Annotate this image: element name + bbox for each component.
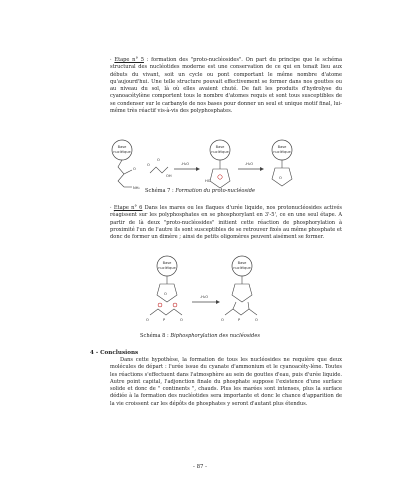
scheme-7-diagram — [0, 137, 400, 207]
page-number: - 87 - — [193, 464, 207, 470]
base-label: Base — [237, 261, 247, 265]
svg-text:O: O — [157, 158, 160, 162]
step-label-6: Etape n° 6 — [113, 205, 143, 211]
svg-text:O: O — [255, 318, 258, 322]
paragraph-etape-5: · Etape n° 5 : formation des "proto-nucléosides". On part du principe que le schéma structural des nucléotides moderne est une conservation de ce qui en tenait lieu aux débuts du vivant, soit un cycle ou pont comportant le même nombre d'atome qu'aujourd'hui. Une telle structure pouvait effectivement se former dans nos gouttes ou au niveau du sol, là où elles avaient chuté. De fait les produits d'hydrolyse du cyanoacétylène comportent tous le nombre d'atomes requis et sont tous susceptibles de se condenser sur le carbanyle de nos bases pour donner un seul et unique motif final, lui-même très réactif vis-à-vis des polyphosphates. — [110, 57, 342, 115]
base-label: Base — [215, 145, 225, 149]
caption-text: Biphosphorylation des nucléosides — [170, 333, 260, 339]
base-label: Base — [162, 261, 172, 265]
paragraph-text: Dans cette hypothèse, la formation de tous les nucléosides ne requière que deux molécules de départ : l'urée issue du cyanate d'ammonium et le cyanoacéty-lène. Toutes les réactions s'effectuent dans l'atmosphère au sein de gouttes d'eau, puis d'urée liquide. Autre point capital, l'adjonction finale du phosphate suppose l'existence d'une surface solide et donc de " continents ", chauds. Plus les marées sont intenses, plus la surface dédiée à la formation des nucléotides sera importante et donc le chance d'apparition de la vie croissent car les dépôts de phosphates y seront d'autant plus étendus. — [110, 357, 342, 407]
base-label: nucléique — [113, 150, 131, 154]
reagent-label: -H₂O — [199, 295, 209, 299]
paragraph-conclusions — [110, 357, 342, 408]
ring-molecule — [232, 284, 252, 302]
svg-text:O: O — [146, 318, 149, 322]
paragraph-text: Dans les mares ou les flaques d'urée liquide, nos protonucléosides activés réagissent sur les polyphosphates en se phosphorylant en 3'-5', ce en une seul étape. A partir de là deux "proto-nucléosides" initient cette réaction de phosphorylation à proximité l'un de l'autre ils sont susceptibles de se retrouver fixés au même phosphate et donc de former un dimère ; ainsi de petits oligomères peuvent aisément se former. — [110, 205, 342, 241]
svg-text:P: P — [163, 318, 166, 322]
paragraph-etape-6: · Etape n° 6 Dans les mares ou les flaques d'urée liquide, nos protonucléosides activés réagissent sur les polyphosphates en se phosphorylant en 3'-5', ce en une seul étape. A partir de là deux "proto-nucléosides" initient cette réaction de phosphorylation à proximité l'un de l'autre ils sont susceptibles de se retrouver fixés au même phosphate et donc de former un dimère ; ainsi de petits oligomères peuvent aisément se former. — [110, 205, 342, 241]
svg-text:OH: OH — [166, 174, 172, 178]
step-label-5: Etape n° 5 — [114, 57, 144, 63]
caption-label: Schéma 7 : — [145, 188, 174, 194]
caption-text: Formation du proto-nucléoside — [175, 188, 255, 194]
base-label: nucléique — [158, 266, 176, 270]
svg-text:O: O — [133, 167, 136, 171]
scheme-8-diagram — [0, 255, 400, 335]
paragraph-text: : formation des "proto-nucléosides". On part du principe que le schéma structural des nucléotides moderne est une conservation de ce qui en tenait lieu aux débuts du vivant, soit un cycle ou pont comportant le même nombre d'atome qu'aujourd'hui. Une telle structure pouvait effectivement se former dans nos gouttes ou au niveau du sol, là où elles avaient chuté. De fait les produits d'hydrolyse du cyanoacétylène comportent tous le nombre d'atomes requis et sont tous susceptibles de se condenser sur le carbanyle de nos bases pour donner un seul et unique motif final, lui-même très réactif vis-à-vis des polyphosphates. — [110, 57, 342, 115]
molecule-bonds — [118, 160, 124, 187]
svg-text:HO: HO — [205, 179, 211, 183]
scheme-8-caption — [0, 333, 400, 339]
base-label: Base — [117, 145, 127, 149]
base-label: Base — [277, 145, 287, 149]
svg-text:O: O — [221, 318, 224, 322]
svg-text:O: O — [180, 318, 183, 322]
svg-text:NH₂: NH₂ — [133, 186, 140, 190]
reagent-label: -H₂O — [244, 162, 254, 166]
base-label: nucléique — [273, 150, 291, 154]
section-title-conclusions: 4 - Conclusions — [90, 350, 139, 356]
base-label: nucléique — [233, 266, 251, 270]
svg-text:O: O — [164, 292, 167, 296]
caption-label: Schéma 8 : — [140, 333, 169, 339]
ring-molecule — [157, 284, 177, 302]
svg-text:O: O — [147, 163, 150, 167]
svg-text:P: P — [238, 318, 241, 322]
reagent-label: -H₂O — [180, 162, 190, 166]
svg-text:O: O — [279, 176, 282, 180]
phosphate-chain — [225, 309, 257, 315]
scheme-7-caption — [0, 188, 400, 194]
ring-molecule — [272, 168, 292, 186]
ring-molecule — [210, 169, 230, 188]
phosphate-chain — [150, 309, 182, 315]
base-label: nucléique — [211, 150, 229, 154]
